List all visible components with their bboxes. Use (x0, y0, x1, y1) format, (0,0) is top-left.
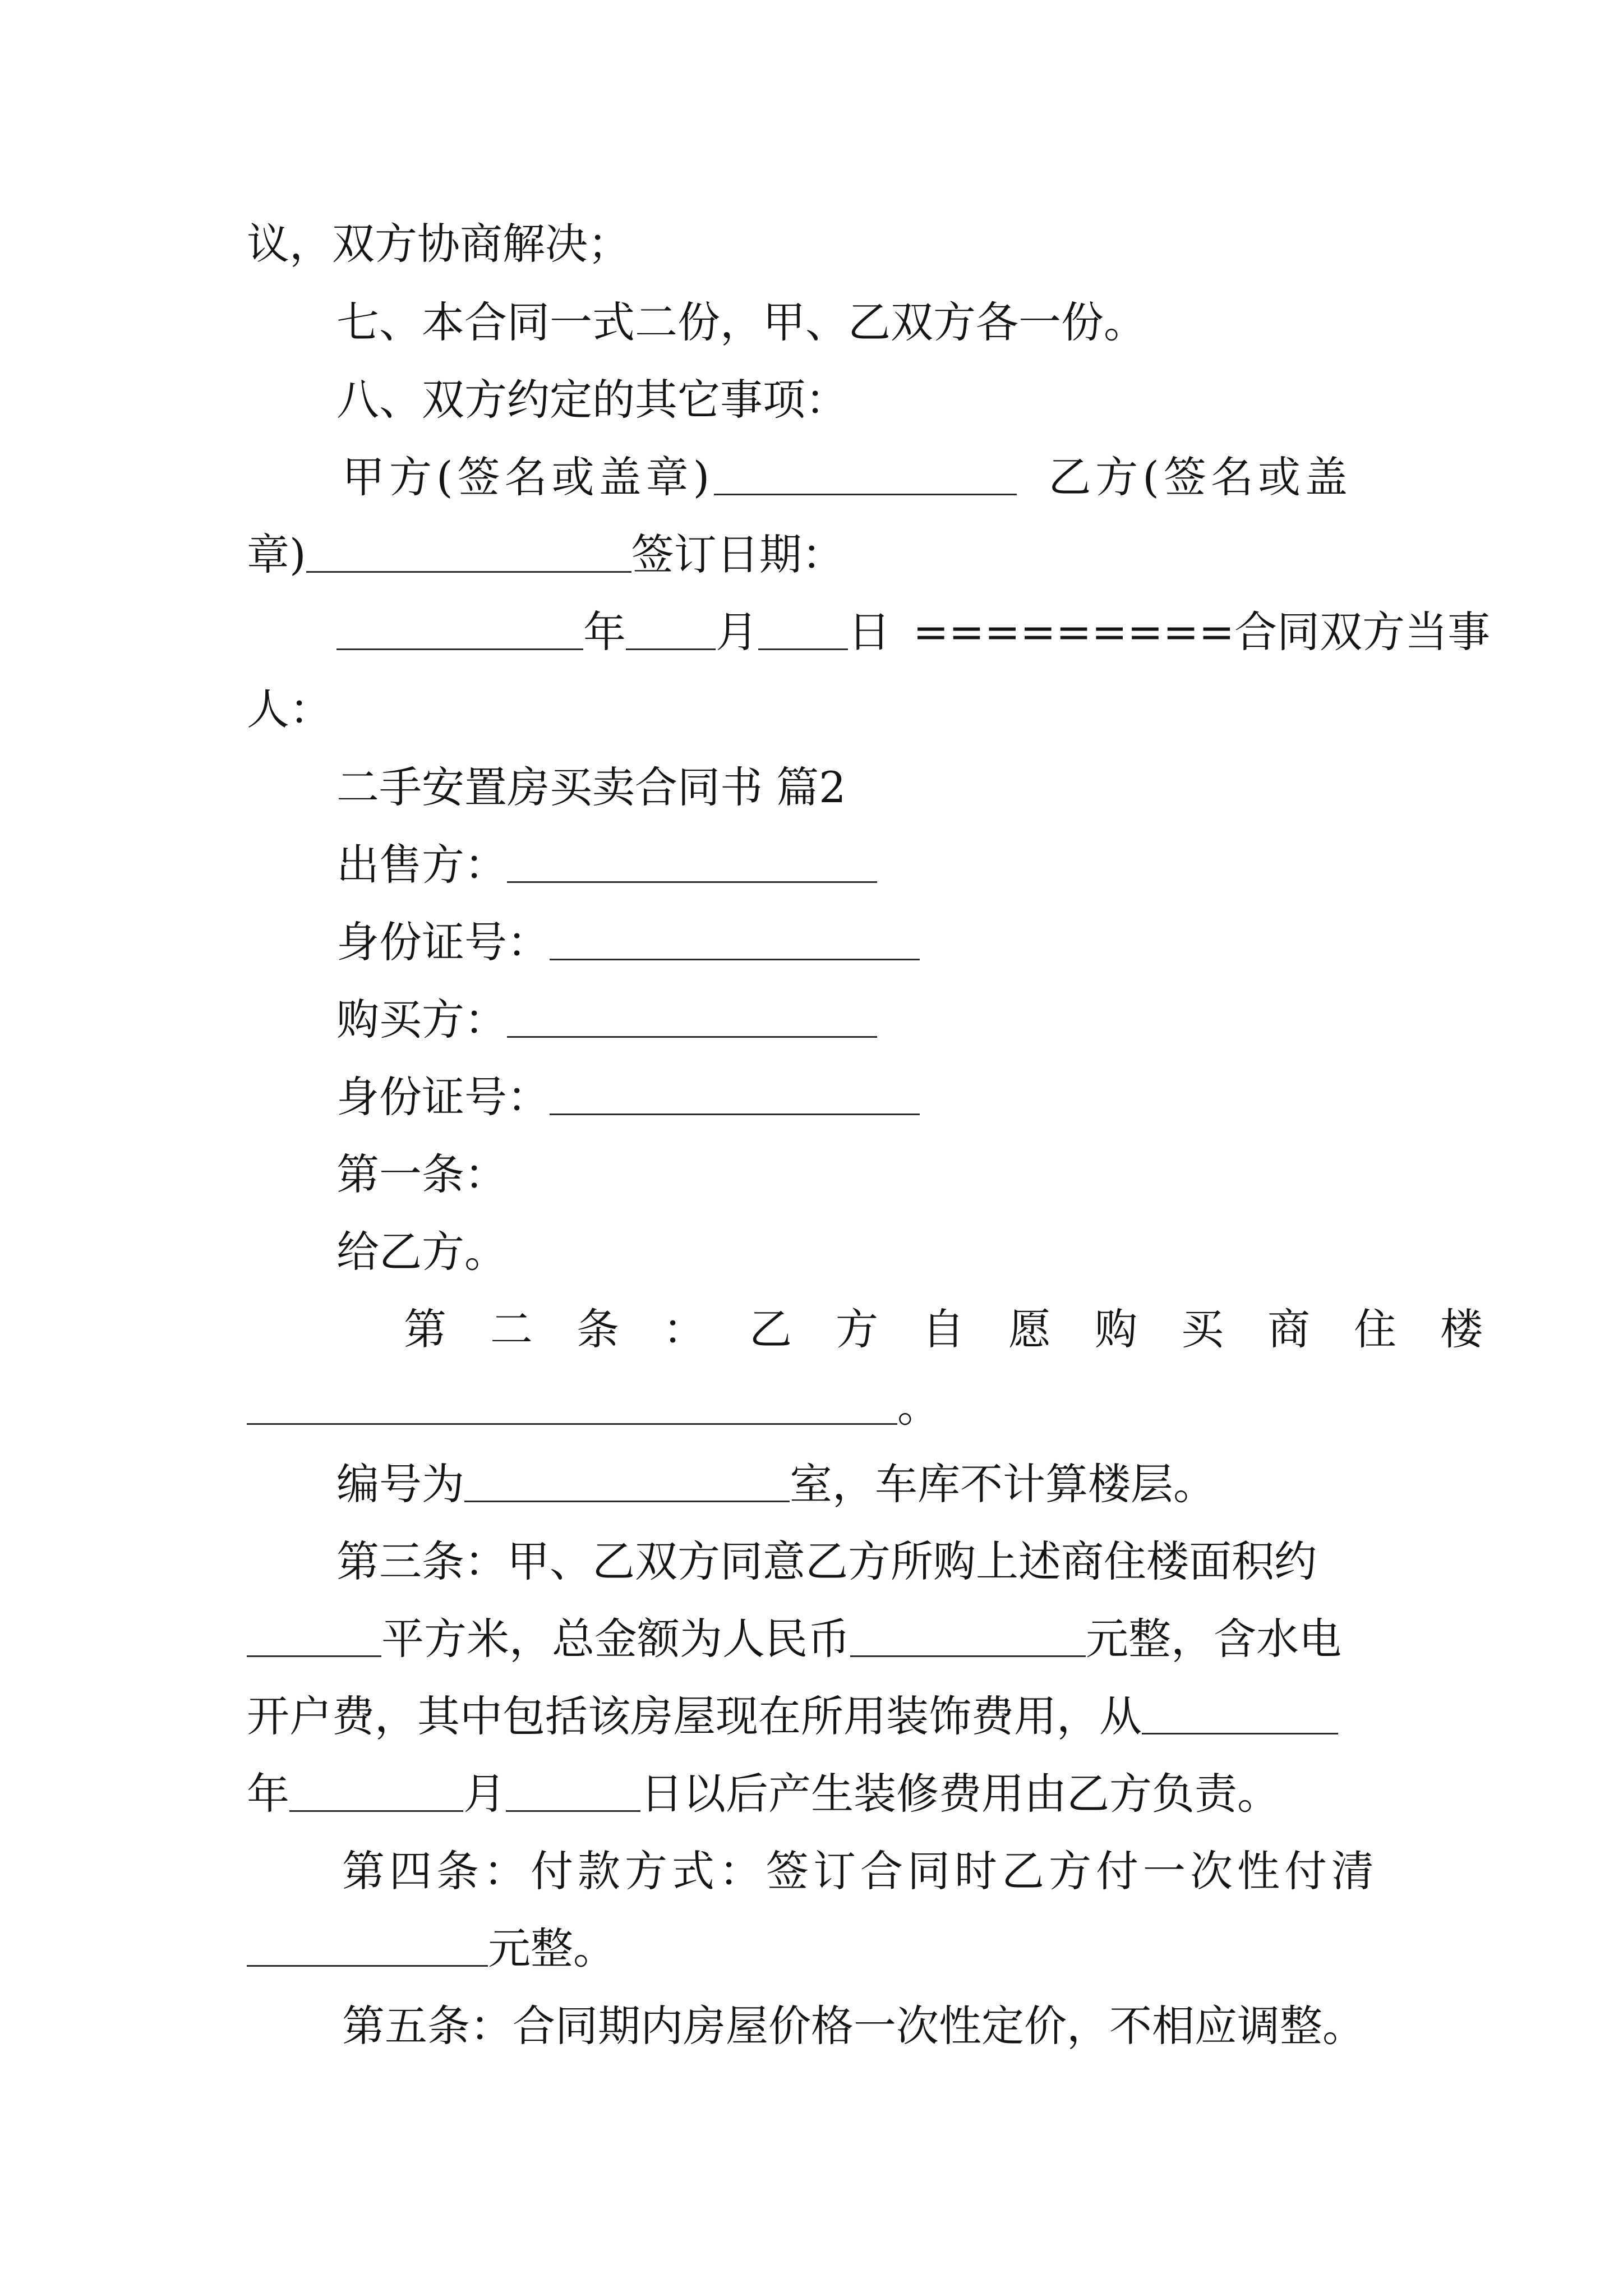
line-text: 人： (247, 684, 332, 734)
year-blank (336, 605, 583, 650)
section-title (336, 760, 846, 816)
buyer-blank (507, 992, 877, 1038)
line-text: 八、双方约定的其它事项： (336, 375, 848, 425)
seller-id-label: 身份证号： (336, 917, 550, 967)
text-line (247, 1921, 616, 1977)
line-text: 第五条：合同期内房屋价格一次性定价，不相应调整。 (342, 2001, 1365, 2051)
line-text: 。 (897, 1382, 940, 1432)
line-text: 元整，含水电 (1086, 1614, 1341, 1664)
article-4 (342, 1843, 1378, 1899)
line-text: 七、本合同一式二份，甲、乙双方各一份。 (336, 297, 1146, 347)
month-blank (289, 1766, 463, 1812)
line-text: 议，双方协商解决； (247, 219, 630, 269)
day-label: 日 (848, 607, 891, 657)
line-text: 编号为 (336, 1459, 464, 1509)
article-1 (336, 1147, 507, 1203)
line-text: 给乙方。 (336, 1227, 507, 1277)
line-text: 开户费，其中包括该房屋现在所用装饰费用，从 (247, 1691, 1142, 1741)
party-b-label: 乙方(签名或盖 (1048, 452, 1352, 502)
party-a-signature-line (342, 449, 1352, 505)
line-text: =========合同双方当事 (913, 607, 1491, 657)
text-line (247, 527, 845, 583)
line-text: 月 (463, 1769, 506, 1819)
room-number-blank (464, 1457, 790, 1502)
article-5 (342, 1998, 1365, 2054)
text-line (247, 682, 332, 738)
line-text: 第一条： (336, 1149, 507, 1199)
blank-underline (306, 527, 631, 573)
buyer-id-blank (550, 1070, 920, 1115)
payment-blank (247, 1921, 488, 1967)
buyer-line (336, 992, 877, 1048)
text-line (336, 1224, 507, 1280)
amount-blank (850, 1612, 1086, 1657)
seller-blank (507, 838, 877, 883)
text-line (247, 1688, 1338, 1745)
month-label: 月 (716, 607, 758, 657)
line-text: 室，车库不计算楼层。 (790, 1459, 1216, 1509)
line-text: 平方米，总金额为人民币 (381, 1614, 850, 1664)
sign-date-label: 签订日期： (631, 530, 845, 579)
line-text: 第四条：付款方式：签订合同时乙方付一次性付清 (342, 1846, 1378, 1896)
line-text: 年 (247, 1769, 289, 1819)
blank-underline (714, 450, 1017, 495)
buyer-label: 购买方： (336, 995, 507, 1045)
day-blank (506, 1766, 640, 1812)
text-line (247, 1766, 1280, 1822)
blank-underline (247, 1379, 897, 1425)
date-line (336, 604, 1490, 660)
year-label: 年 (583, 607, 626, 657)
line-text: 日以后产生装修费用由乙方负责。 (640, 1769, 1280, 1819)
line-text: 第二条：乙方自愿购买商住楼 (404, 1304, 1527, 1354)
blank-underline (1142, 1689, 1338, 1734)
line-text: 第三条：甲、乙双方同意乙方所购上述商住楼面积约 (336, 1536, 1317, 1586)
article-2 (404, 1301, 1527, 1358)
text-line (247, 1379, 940, 1435)
day-blank (758, 605, 848, 650)
text-line (336, 295, 1146, 351)
area-blank (247, 1612, 381, 1657)
article-3 (336, 1534, 1317, 1590)
buyer-id-line (336, 1069, 920, 1125)
seller-label: 出售方： (336, 840, 507, 890)
text-line (247, 1611, 1341, 1667)
seller-line (336, 837, 877, 893)
seller-id-blank (550, 915, 920, 960)
party-a-label: 甲方(签名或盖章) (342, 452, 714, 502)
seller-id-line (336, 914, 920, 970)
line-text: 章) (247, 530, 306, 579)
text-line (336, 372, 848, 428)
text-line (247, 216, 630, 272)
line-text: 元整。 (488, 1924, 616, 1973)
room-number-line (336, 1456, 1216, 1512)
month-blank (626, 605, 716, 650)
section-title-text: 二手安置房买卖合同书 篇2 (336, 762, 846, 812)
buyer-id-label: 身份证号： (336, 1072, 550, 1122)
